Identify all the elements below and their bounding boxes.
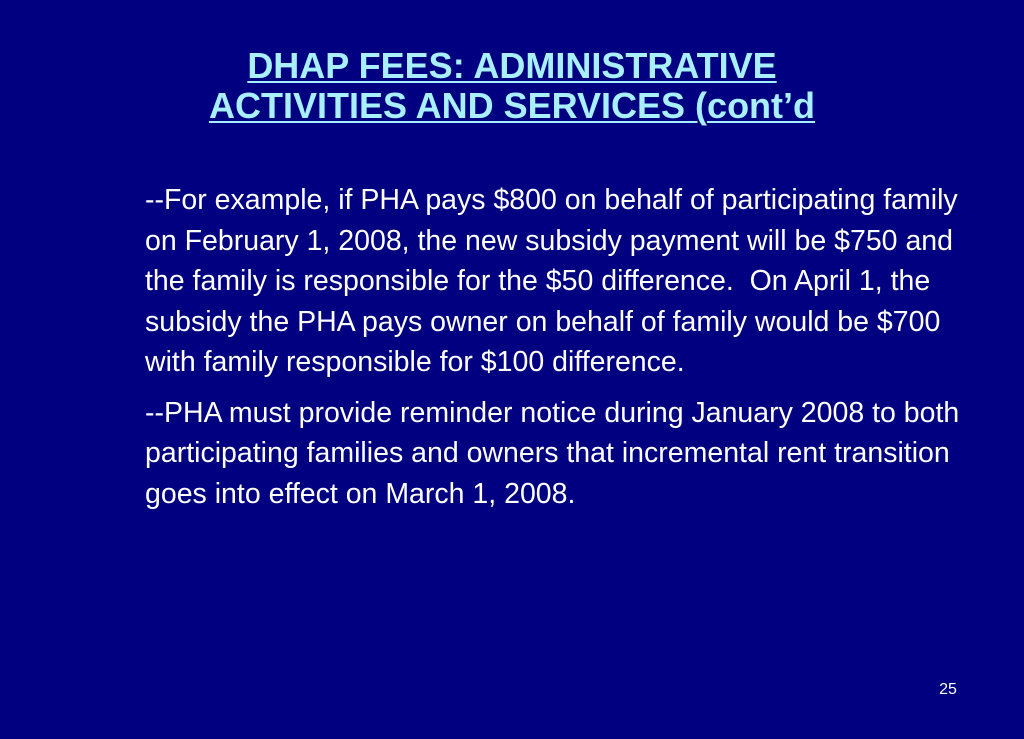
slide-title-line-1: DHAP FEES: ADMINISTRATIVE	[247, 45, 777, 86]
slide-body	[145, 180, 975, 524]
body-paragraph-example: --For example, if PHA pays $800 on behalf of participating family on February 1, 2008, the new subsidy payment will be $750 and the family is responsible for the $50 difference. On April 1, the subsidy the PHA pays owner on behalf of family would be $700 with family responsible for $100 difference.	[145, 184, 966, 378]
slide-title-line-2: ACTIVITIES AND SERVICES (cont’d	[208, 85, 816, 126]
page-number: 25	[939, 681, 957, 698]
slide-title	[0, 46, 1024, 126]
body-paragraph-notice: --PHA must provide reminder notice during January 2008 to both participating families and owners that incremental rent transition goes into effect on March 1, 2008.	[145, 396, 960, 510]
